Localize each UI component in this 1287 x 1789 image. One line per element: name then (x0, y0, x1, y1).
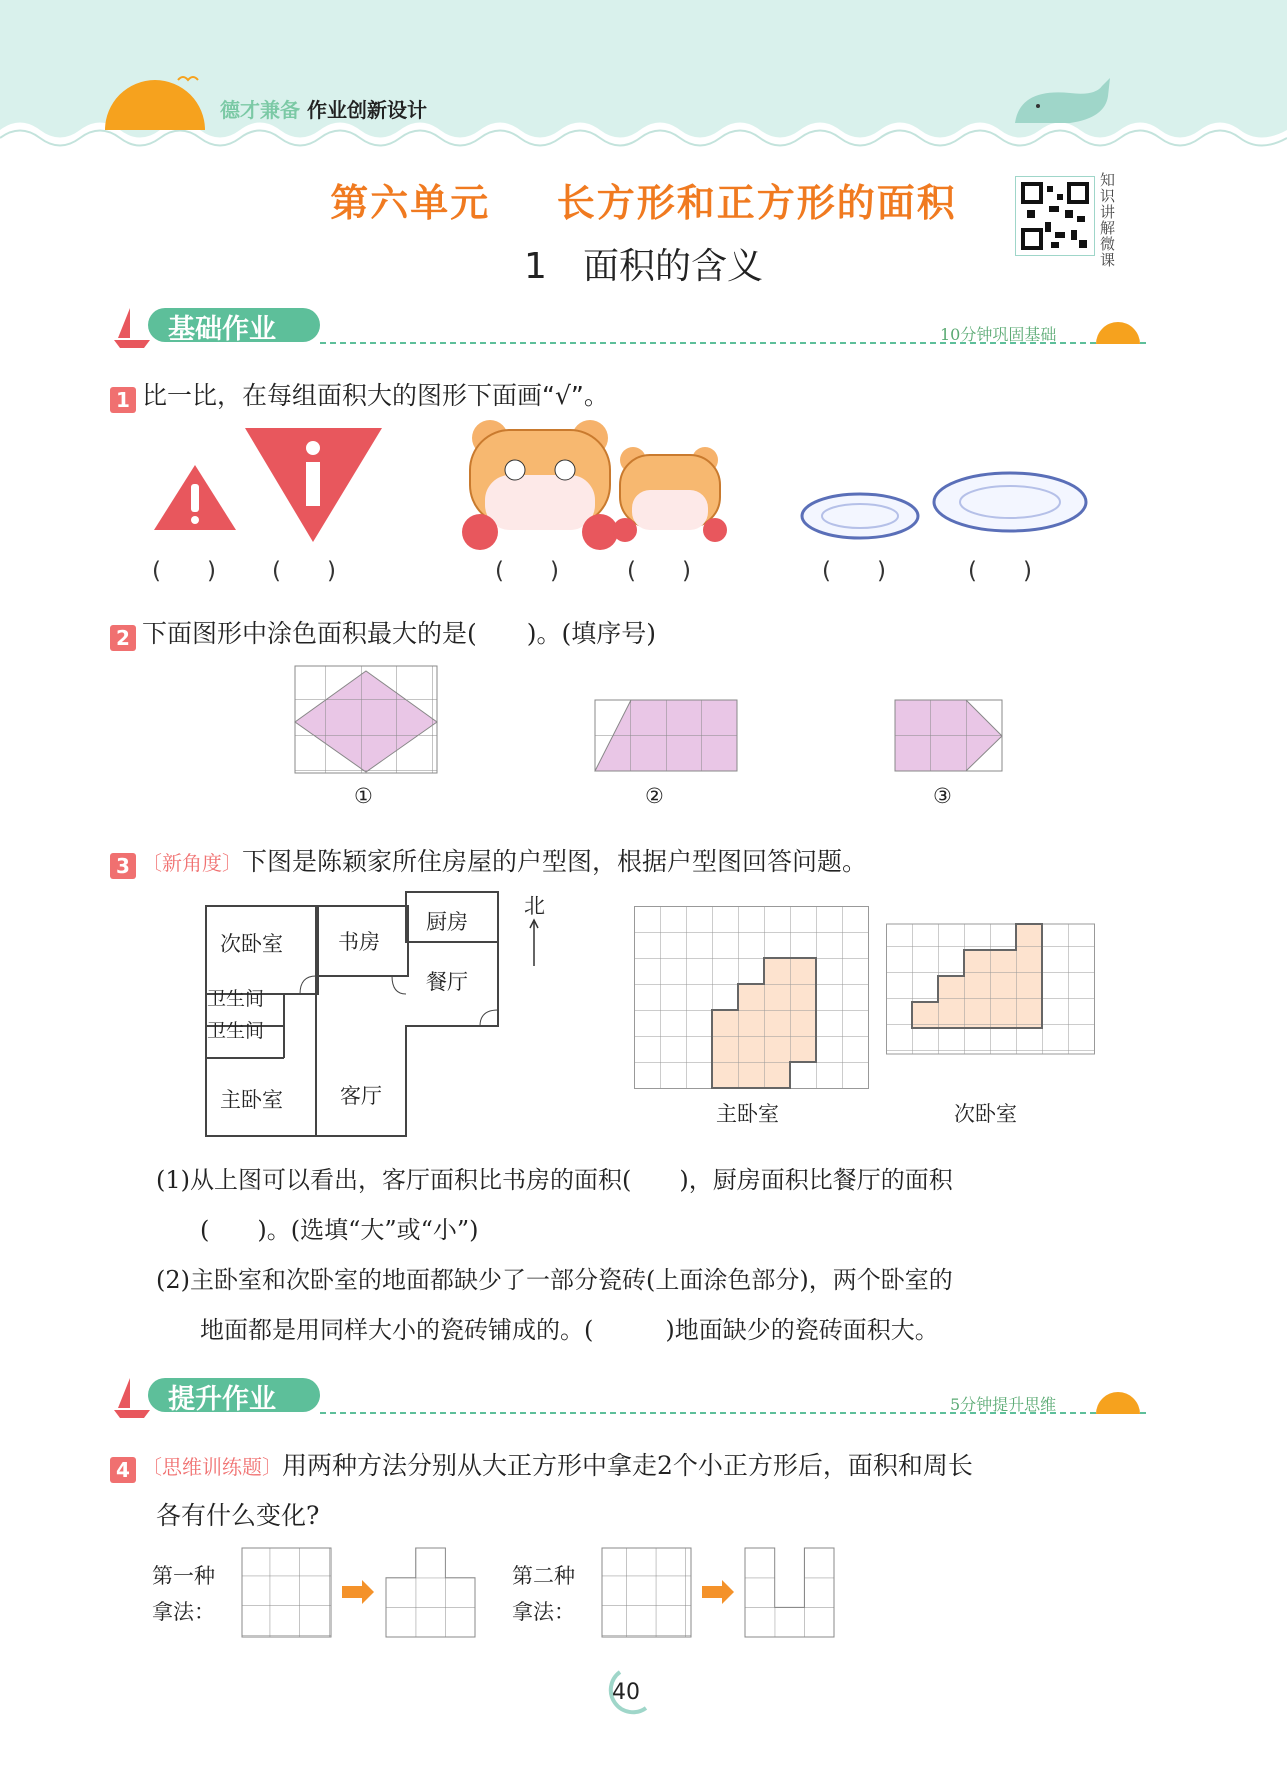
north-label: 北 (524, 894, 545, 918)
section-label-basic: 基础作业 (168, 314, 276, 345)
brand-plain: 作业创新设计 (306, 98, 427, 122)
big-tiger (462, 420, 618, 550)
page-number: 40 (612, 1680, 640, 1705)
section-note-advanced: 5分钟提升思维 (950, 1395, 1057, 1414)
q1-answer-6[interactable]: ( ) (968, 558, 1032, 584)
whale-icon (1010, 78, 1120, 128)
second-bedroom-grid (886, 920, 1098, 1058)
q1-answer-4[interactable]: ( ) (627, 558, 691, 584)
method2-full-square (602, 1548, 691, 1637)
q3-sub1-line1: (1)从上图可以看出，客厅面积比书房的面积( )，厨房面积比餐厅的面积 (156, 1166, 953, 1194)
q1-figures (150, 420, 1150, 555)
question-number: 2 (110, 625, 136, 651)
method1-label-2: 拿法： (152, 1600, 215, 1624)
grid-label-master: 主卧室 (716, 1102, 779, 1126)
figure-label-2: ② (645, 784, 664, 808)
unit-topic: 长方形和正方形的面积 (556, 181, 957, 225)
q1-answer-5[interactable]: ( ) (822, 558, 886, 584)
brand (220, 94, 427, 123)
q3-sub1-line2: ( )。(选填“大”或“小”) (200, 1216, 479, 1244)
figure-label-3: ③ (933, 784, 952, 808)
q4-figures (240, 1546, 840, 1638)
question-text: 下图是陈颖家所住房屋的户型图，根据户型图回答问题。 (242, 847, 868, 876)
lesson-title: 1 面积的含义 (524, 246, 763, 287)
room-bathroom-1: 卫生间 (207, 988, 265, 1010)
sun-icon (100, 60, 210, 130)
method1-result-shape (386, 1548, 475, 1637)
room-study: 书房 (338, 930, 380, 954)
method2-label-2: 拿法： (512, 1600, 575, 1624)
question-tag: 〔新角度〕 (142, 851, 242, 875)
brand-colored: 德才兼备 (220, 98, 300, 122)
section-label-advanced: 提升作业 (168, 1384, 276, 1415)
q1-answer-3[interactable]: ( ) (495, 558, 559, 584)
question-number: 4 (110, 1457, 136, 1483)
grid-label-second: 次卧室 (954, 1102, 1017, 1126)
question-4 (110, 1446, 973, 1483)
figure-2 (595, 700, 737, 771)
question-number: 3 (110, 853, 136, 879)
room-second-bedroom: 次卧室 (220, 932, 283, 956)
question-4-text-line2: 各有什么变化? (156, 1501, 320, 1530)
room-dining: 餐厅 (426, 970, 468, 994)
figure-1 (295, 666, 437, 773)
qr-code-icon[interactable] (1015, 176, 1095, 256)
question-3 (110, 842, 867, 879)
figure-label-1: ① (354, 784, 373, 808)
big-plate (934, 473, 1086, 531)
question-tag: 〔思维训练题〕 (142, 1455, 282, 1479)
north-arrow-icon (525, 918, 545, 968)
question-1 (110, 376, 609, 413)
figure-3 (895, 700, 1002, 771)
q2-figures (290, 664, 1010, 776)
question-text: 比一比，在每组面积大的图形下面画“√”。 (142, 381, 609, 410)
q1-answer-2[interactable]: ( ) (272, 558, 336, 584)
question-2 (110, 614, 656, 651)
sun-small-icon (1092, 314, 1148, 348)
room-kitchen: 厨房 (426, 910, 468, 934)
qr-label: 知识讲解微课 (1100, 171, 1116, 269)
method2-label-1: 第二种 (512, 1564, 575, 1588)
question-number: 1 (110, 387, 136, 413)
q3-sub2-line1: (2)主卧室和次卧室的地面都缺少了一部分瓷砖(上面涂色部分)，两个卧室的 (156, 1266, 953, 1294)
sun-small-icon (1092, 1384, 1148, 1418)
question-text: 下面图形中涂色面积最大的是( )。(填序号) (142, 619, 657, 648)
method1-full-square (242, 1548, 331, 1637)
unit-label: 第六单元 (330, 181, 491, 225)
q3-sub2-line2: 地面都是用同样大小的瓷砖铺成的。( )地面缺少的瓷砖面积大。 (200, 1316, 939, 1344)
method1-label-1: 第一种 (152, 1564, 215, 1588)
arrow-icon (342, 1580, 374, 1604)
q1-answer-1[interactable]: ( ) (152, 558, 216, 584)
section-note-basic: 10分钟巩固基础 (940, 325, 1057, 344)
small-tiger (613, 447, 727, 542)
room-bathroom-2: 卫生间 (207, 1020, 265, 1042)
room-living: 客厅 (340, 1084, 382, 1108)
master-bedroom-grid (634, 906, 874, 1092)
method2-result-shape (745, 1548, 834, 1637)
question-text: 用两种方法分别从大正方形中拿走2个小正方形后，面积和周长 (282, 1451, 973, 1480)
room-master-bedroom: 主卧室 (220, 1088, 283, 1112)
arrow-icon (702, 1580, 734, 1604)
small-plate (802, 494, 918, 538)
